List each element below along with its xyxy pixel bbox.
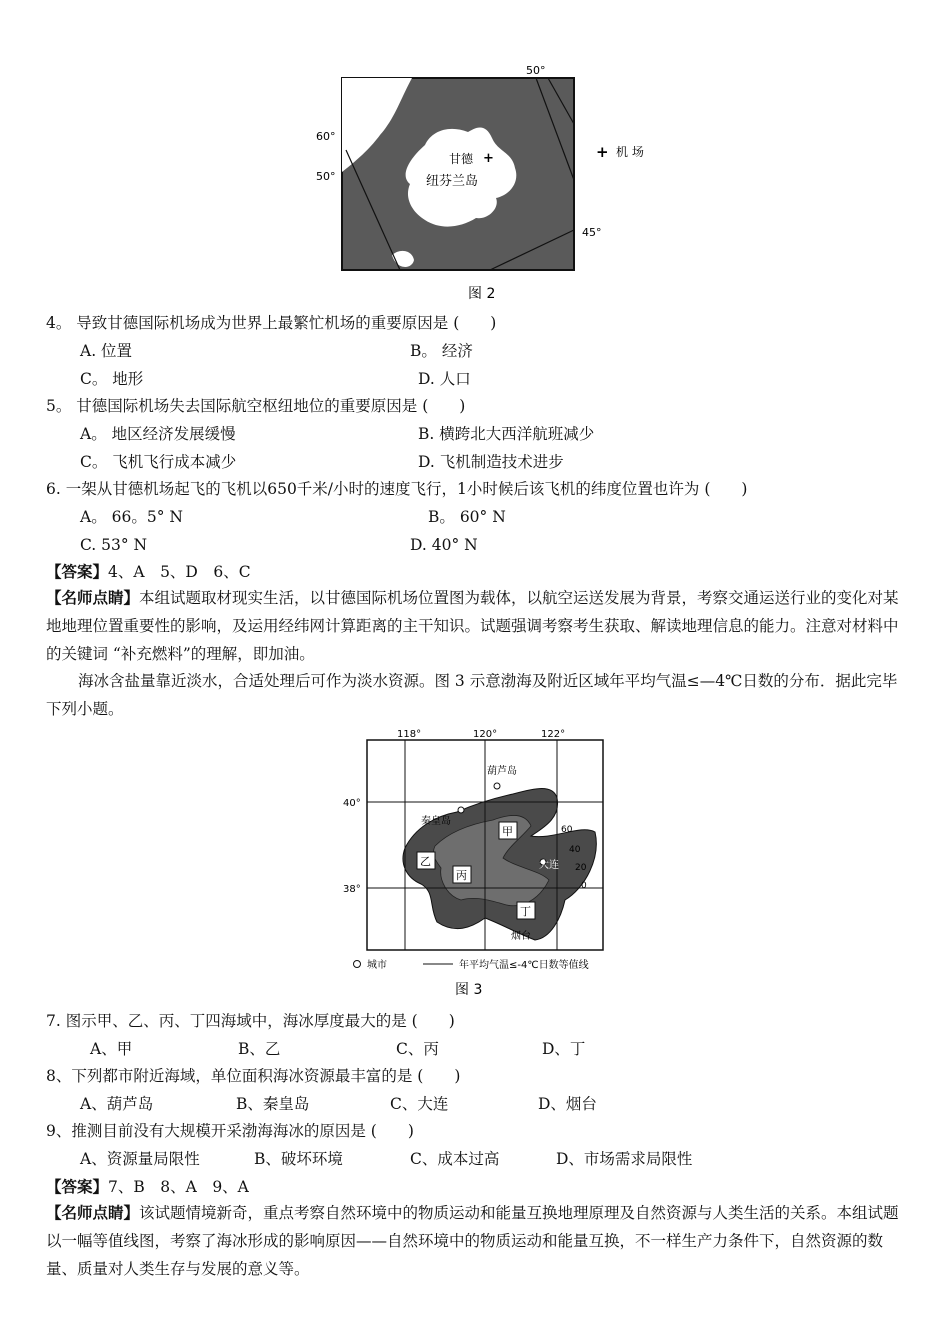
lon-label-120: 120° (473, 729, 498, 740)
q4-option-d: D. 人口 (418, 370, 471, 388)
lat-label-40: 40° (343, 798, 361, 809)
intro-paragraph-2: 海冰含盐量靠近淡水，合适处理后可作为淡水资源。图 3 示意渤海及附近区域年平均气温≤—4℃日数的分布．据此完毕下列小题。 (46, 672, 898, 718)
tip-text: 该试题情境新奇，重点考察自然环境中的物质运动和能量互换地理原理及自然资源与人类生活的关系。本组试题以一幅等值线图，考察了海冰形成的影响原因——自然环境中的物质运动和能量互换，不一样生产力条件下，自然资源的数量、质量对人类生存与发展的意义等。 (46, 1204, 899, 1278)
legend-airport-icon: + (596, 143, 609, 161)
lat-label-50-left: 50° (316, 170, 336, 183)
legend-city-label: 城市 (367, 960, 387, 971)
legend-isoline-label: 年平均气温≤-4℃日数等值线 (459, 960, 589, 971)
city-label-qinhuangdao: 秦皇岛 (421, 816, 451, 827)
figure-3-label: 图 3 (455, 982, 483, 998)
q4-stem: 4。 导致甘德国际机场成为世界上最繁忙机场的重要原因是 ( ) (46, 314, 497, 332)
q5-stem: 5。 甘德国际机场失去国际航空枢纽地位的重要原因是 ( ) (46, 397, 466, 415)
sea-label-yi: 乙 (420, 855, 431, 868)
lon-label-118: 118° (397, 729, 422, 740)
q6-option-c: C. 53° N (80, 536, 148, 554)
figure-3-map (325, 728, 635, 1000)
lat-label-45: 45° (582, 226, 602, 239)
airport-name-gander: 甘德 (449, 152, 474, 166)
sea-label-bing: 丙 (456, 869, 467, 882)
isoline-label-60: 60 (561, 825, 573, 835)
q4-option-b: B。 经济 (410, 342, 473, 360)
q7-option-b: B、乙 (238, 1040, 281, 1058)
city-label-dalian: 大连 (539, 860, 559, 871)
lat-label-50-top: 50° (526, 64, 546, 77)
q5-option-a: A。 地区经济发展缓慢 (80, 425, 236, 443)
isoline-label-20: 20 (575, 863, 587, 873)
legend-city-icon (354, 961, 361, 968)
lat-label-60: 60° (316, 130, 336, 143)
isoline-label-40: 40 (569, 845, 581, 855)
q6-option-b: B。 60° N (428, 508, 506, 526)
q8-option-d: D、烟台 (538, 1095, 597, 1113)
tip-tag: 【名师点睛】 (46, 588, 140, 607)
answer-tag: 【答案】 (46, 1177, 109, 1196)
sea-label-jia: 甲 (502, 825, 513, 838)
q5-option-d: D. 飞机制造技术进步 (418, 453, 564, 471)
answer-block-1 (46, 561, 251, 583)
q6-stem: 6. 一架从甘德机场起飞的飞机以650千米/小时的速度飞行，1小时候后该飞机的纬度位置也许为 ( ) (46, 480, 748, 498)
city-marker-qinhuangdao (458, 807, 464, 813)
q8-option-b: B、秦皇岛 (236, 1095, 310, 1113)
q6-option-d: D. 40° N (410, 536, 478, 554)
teacher-tip-1 (46, 584, 904, 668)
q9-option-b: B、破坏环境 (254, 1150, 343, 1168)
q9-option-d: D、市场需求局限性 (556, 1150, 693, 1168)
tip-text: 本组试题取材现实生活，以甘德国际机场位置图为载体，以航空运送发展为背景，考察交通运送行业的变化对某地地理位置重要性的影响，及运用经纬网计算距离的主干知识。试题强调考察考生获取、解读地理信息的能力。注意对材料中的关键词 “补充燃料”的理解，即加油。 (46, 589, 899, 663)
q7-option-d: D、丁 (542, 1040, 586, 1058)
q5-option-b: B. 横跨北大西洋航班减少 (418, 425, 595, 443)
figure-2-label: 图 2 (468, 286, 496, 302)
q7-option-c: C、丙 (396, 1040, 439, 1058)
legend-airport-label: 机 场 (616, 145, 644, 159)
q8-stem: 8、下列都市附近海域，单位面积海冰资源最丰富的是 ( ) (46, 1067, 461, 1085)
q5-option-c: C。 飞机飞行成本减少 (80, 453, 237, 471)
q6-option-a: A。 66。5° N (80, 508, 183, 526)
q9-option-a: A、资源量局限性 (80, 1150, 200, 1168)
q8-option-a: A、葫芦岛 (80, 1095, 154, 1113)
q7-stem: 7. 图示甲、乙、丙、丁四海域中，海冰厚度最大的是 ( ) (46, 1012, 455, 1030)
q9-stem: 9、推测目前没有大规模开采渤海海冰的原因是 ( ) (46, 1122, 414, 1140)
city-marker-huludao (494, 783, 500, 789)
city-label-yantai: 烟台 (511, 931, 531, 942)
lat-label-38: 38° (343, 884, 361, 895)
lon-label-122: 122° (541, 729, 566, 740)
tip-tag: 【名师点睛】 (46, 1203, 140, 1222)
q7-option-a: A、甲 (90, 1040, 133, 1058)
answer-text: 7、B 8、A 9、A (108, 1178, 249, 1196)
figure-2-map (300, 60, 680, 305)
q4-option-c: C。 地形 (80, 370, 144, 388)
answer-tag: 【答案】 (46, 562, 109, 581)
answer-block-2 (46, 1176, 249, 1198)
city-label-huludao: 葫芦岛 (487, 766, 517, 777)
sea-label-ding: 丁 (520, 905, 531, 918)
island-name: 纽芬兰岛 (426, 174, 479, 189)
q4-option-a: A. 位置 (80, 342, 133, 360)
teacher-tip-2 (46, 1199, 904, 1283)
answer-text: 4、A 5、D 6、C (108, 563, 251, 581)
isoline-label-0: 0 (581, 881, 587, 891)
airport-cross-icon: + (483, 151, 494, 166)
q9-option-c: C、成本过高 (410, 1150, 500, 1168)
q8-option-c: C、大连 (390, 1095, 449, 1113)
